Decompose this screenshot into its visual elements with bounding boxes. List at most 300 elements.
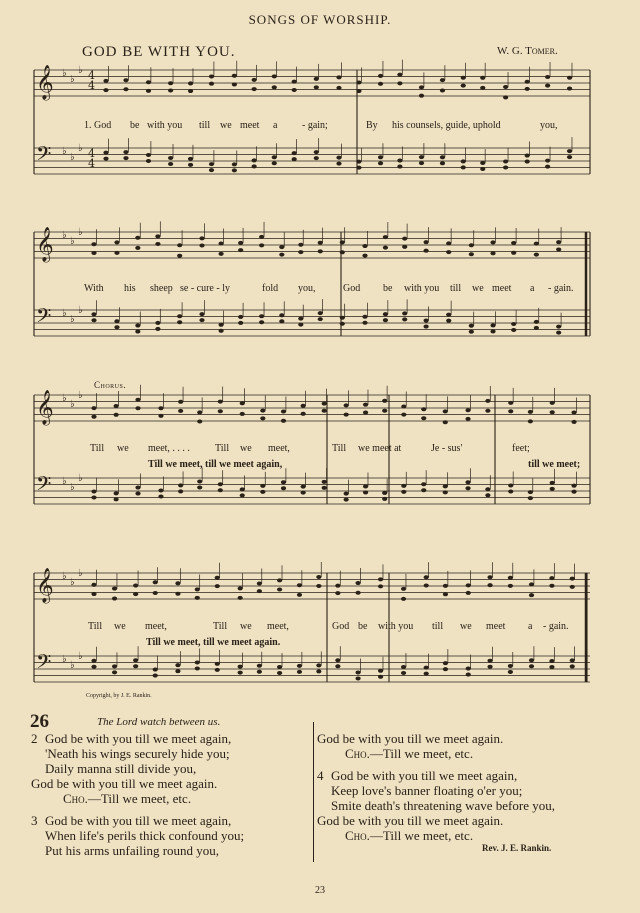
note-head — [272, 161, 277, 165]
note-head — [567, 76, 572, 80]
note-head — [466, 667, 471, 671]
lyric-alto: till we meet; — [528, 459, 581, 470]
note-head — [175, 581, 180, 585]
note-head — [335, 591, 340, 595]
lyric-word: meet — [492, 283, 512, 294]
music-glyph: ♭ — [78, 65, 83, 76]
note-head — [508, 584, 513, 588]
music-glyph: ♭ — [62, 393, 67, 404]
note-head — [135, 330, 140, 334]
note-head — [112, 597, 117, 601]
note-head — [490, 240, 495, 244]
note-head — [133, 592, 138, 596]
note-head — [146, 153, 151, 157]
note-head — [383, 246, 388, 250]
note-head — [197, 410, 202, 414]
lyric-word: With — [84, 283, 104, 294]
note-head — [272, 85, 277, 89]
note-head — [443, 667, 448, 671]
note-head — [550, 481, 555, 485]
note-head — [177, 254, 182, 258]
note-head — [485, 399, 490, 403]
note-head — [259, 314, 264, 318]
lyric-word: be — [383, 283, 393, 294]
note-head — [292, 80, 297, 84]
note-head — [340, 240, 345, 244]
note-head — [240, 487, 245, 491]
note-head — [257, 664, 262, 668]
note-head — [378, 675, 383, 679]
note-head — [112, 587, 117, 591]
copyright-notice: Copyright, by J. E. Rankin. — [86, 693, 152, 699]
note-head — [440, 78, 445, 82]
music-glyph: ♭ — [78, 305, 83, 316]
note-head — [197, 485, 202, 489]
note-head — [356, 166, 361, 170]
note-head — [279, 253, 284, 257]
lyric-word: fold — [262, 283, 279, 294]
note-head — [549, 659, 554, 663]
note-head — [178, 483, 183, 487]
note-head — [424, 584, 429, 588]
note-head — [259, 320, 264, 324]
note-head — [259, 235, 264, 239]
note-head — [277, 578, 282, 582]
lyric-word: sheep — [150, 283, 173, 294]
note-head — [382, 399, 387, 403]
note-head — [322, 402, 327, 406]
note-head — [197, 419, 202, 423]
music-glyph: 4 — [88, 69, 95, 82]
note-head — [446, 319, 451, 323]
note-head — [487, 665, 492, 669]
note-head — [363, 403, 368, 407]
note-head — [344, 413, 349, 417]
note-head — [91, 496, 96, 500]
note-head — [277, 587, 282, 591]
music-glyph: 4 — [88, 157, 95, 170]
note-head — [168, 156, 173, 160]
note-head — [281, 486, 286, 490]
note-head — [238, 671, 243, 675]
note-head — [549, 576, 554, 580]
music-glyph: ♭ — [62, 146, 67, 157]
note-head — [424, 249, 429, 253]
note-head — [446, 250, 451, 254]
note-head — [401, 597, 406, 601]
note-head — [218, 252, 223, 256]
note-head — [525, 160, 530, 164]
note-head — [419, 85, 424, 89]
note-head — [199, 312, 204, 316]
note-head — [469, 324, 474, 328]
note-head — [252, 78, 257, 82]
verse-line: God be with you till we meet again. — [31, 776, 218, 791]
note-head — [279, 319, 284, 323]
note-head — [508, 670, 513, 674]
note-head — [424, 240, 429, 244]
note-head — [188, 163, 193, 167]
note-head — [545, 159, 550, 163]
note-head — [469, 252, 474, 256]
note-head — [402, 311, 407, 315]
note-head — [301, 412, 306, 416]
note-head — [177, 314, 182, 318]
note-head — [279, 245, 284, 249]
note-head — [91, 659, 96, 663]
note-head — [469, 330, 474, 334]
note-head — [322, 480, 327, 484]
note-head — [528, 490, 533, 494]
note-head — [91, 490, 96, 494]
verse-4 — [317, 768, 617, 843]
lyric-word: meet — [486, 621, 506, 632]
note-head — [529, 593, 534, 597]
note-head — [238, 665, 243, 669]
note-head — [571, 490, 576, 494]
verse-line: When life's perils thick confound you; — [45, 828, 245, 843]
note-head — [158, 406, 163, 410]
note-head — [571, 484, 576, 488]
note-head — [153, 674, 158, 678]
music-glyph: 𝄢 — [36, 142, 52, 170]
verse-line: God be with you till we meet again, — [45, 731, 232, 746]
note-head — [218, 409, 223, 413]
note-head — [503, 85, 508, 89]
note-head — [240, 401, 245, 405]
note-head — [252, 87, 257, 91]
note-head — [461, 159, 466, 163]
note-head — [382, 491, 387, 495]
lyric-word: be — [130, 120, 140, 131]
note-head — [490, 251, 495, 255]
music-glyph: 𝄞 — [36, 568, 54, 603]
note-head — [199, 236, 204, 240]
note-head — [281, 419, 286, 423]
note-head — [340, 250, 345, 254]
note-head — [424, 666, 429, 670]
note-head — [336, 86, 341, 90]
note-head — [336, 162, 341, 166]
music-glyph: ♭ — [78, 227, 83, 238]
note-head — [356, 80, 361, 84]
note-head — [114, 497, 119, 501]
note-head — [571, 420, 576, 424]
music-glyph: 𝄞 — [36, 65, 54, 100]
note-head — [199, 318, 204, 322]
lyric-word: meet — [240, 120, 260, 131]
note-head — [215, 576, 220, 580]
note-head — [314, 85, 319, 89]
lyric-word: with you — [378, 621, 414, 632]
verse-number: 4 — [317, 768, 324, 783]
note-head — [260, 490, 265, 494]
note-head — [114, 413, 119, 417]
music-glyph: ♭ — [70, 236, 75, 247]
note-head — [292, 157, 297, 161]
lyric-word: you, — [298, 283, 316, 294]
lyric-word: his — [124, 283, 136, 294]
lyric-word: God — [343, 283, 361, 294]
verse-number: 2 — [31, 731, 38, 746]
note-head — [232, 168, 237, 172]
note-head — [363, 411, 368, 415]
note-head — [114, 325, 119, 329]
note-head — [469, 243, 474, 247]
lyric-word: we — [460, 621, 472, 632]
note-head — [318, 311, 323, 315]
lyric-word: with you — [147, 120, 183, 131]
note-head — [218, 400, 223, 404]
note-head — [298, 243, 303, 247]
lyric-word: God — [332, 621, 350, 632]
note-head — [340, 316, 345, 320]
lyric-word: you, — [540, 120, 558, 131]
note-head — [378, 161, 383, 165]
note-head — [487, 583, 492, 587]
lyric-word: a — [530, 283, 535, 294]
note-head — [355, 581, 360, 585]
note-head — [209, 82, 214, 86]
note-head — [175, 669, 180, 673]
lyric-word: - gain. — [543, 621, 569, 632]
note-head — [421, 416, 426, 420]
note-head — [260, 484, 265, 488]
note-head — [461, 76, 466, 80]
note-head — [218, 329, 223, 333]
note-head — [292, 88, 297, 92]
note-head — [440, 155, 445, 159]
note-head — [112, 670, 117, 674]
music-glyph: ♭ — [70, 314, 75, 325]
composer: W. G. Tomer. — [497, 45, 558, 57]
note-head — [123, 156, 128, 160]
lyric-alto: Till we meet, till we meet again, — [148, 459, 283, 470]
note-head — [362, 321, 367, 325]
chorus-ref-label: Cho. — [345, 828, 370, 843]
lyric-word: a — [273, 120, 278, 131]
note-head — [135, 398, 140, 402]
note-head — [168, 89, 173, 93]
note-head — [197, 479, 202, 483]
note-head — [336, 75, 341, 79]
verse-3-end — [317, 731, 617, 761]
note-head — [318, 249, 323, 253]
note-head — [135, 324, 140, 328]
note-head — [297, 670, 302, 674]
note-head — [146, 159, 151, 163]
note-head — [443, 584, 448, 588]
note-head — [525, 87, 530, 91]
note-head — [344, 498, 349, 502]
note-head — [362, 244, 367, 248]
note-head — [508, 489, 513, 493]
note-head — [440, 161, 445, 165]
note-head — [158, 488, 163, 492]
chorus-ref: —Till we meet, etc. — [369, 746, 474, 761]
music-glyph: 4 — [88, 147, 95, 160]
note-head — [443, 420, 448, 424]
note-head — [356, 160, 361, 164]
note-head — [314, 77, 319, 81]
note-head — [155, 327, 160, 331]
note-head — [401, 405, 406, 409]
lyric-word: be — [358, 621, 368, 632]
note-head — [511, 328, 516, 332]
note-head — [168, 81, 173, 85]
note-head — [383, 235, 388, 239]
note-head — [279, 313, 284, 317]
note-head — [218, 482, 223, 486]
note-head — [570, 585, 575, 589]
note-head — [158, 494, 163, 498]
note-head — [155, 321, 160, 325]
music-glyph: ♭ — [62, 654, 67, 665]
note-head — [218, 242, 223, 246]
column-divider — [313, 722, 314, 862]
note-head — [316, 669, 321, 673]
lyric-word: By — [366, 120, 378, 131]
note-head — [528, 496, 533, 500]
music-glyph: 𝄞 — [36, 390, 54, 425]
note-head — [314, 156, 319, 160]
note-head — [421, 407, 426, 411]
note-head — [281, 480, 286, 484]
note-head — [567, 155, 572, 159]
hymn-subtitle: The Lord watch between us. — [97, 716, 221, 728]
note-head — [316, 584, 321, 588]
note-head — [188, 157, 193, 161]
note-head — [446, 313, 451, 317]
lyric-word: with you — [404, 283, 440, 294]
note-head — [158, 414, 163, 418]
lyric-word: - gain. — [548, 283, 574, 294]
note-head — [556, 325, 561, 329]
verse-line: Keep love's banner floating o'er you; — [331, 783, 523, 798]
note-head — [238, 241, 243, 245]
lyric-word: we — [240, 621, 252, 632]
note-head — [168, 162, 173, 166]
note-head — [135, 246, 140, 250]
note-head — [199, 244, 204, 248]
lyric-word: Till — [213, 621, 228, 632]
note-head — [465, 417, 470, 421]
note-head — [91, 318, 96, 322]
note-head — [301, 491, 306, 495]
note-head — [209, 74, 214, 78]
note-head — [91, 583, 96, 587]
note-head — [529, 582, 534, 586]
note-head — [135, 486, 140, 490]
note-head — [123, 78, 128, 82]
note-head — [401, 490, 406, 494]
note-head — [133, 658, 138, 662]
verse-line: Daily manna still divide you, — [45, 761, 197, 776]
chorus-ref-label: Cho. — [63, 791, 88, 806]
note-head — [508, 664, 513, 668]
music-glyph: 𝄢 — [36, 650, 52, 678]
note-head — [508, 409, 513, 413]
note-head — [397, 81, 402, 85]
note-head — [363, 490, 368, 494]
note-head — [382, 409, 387, 413]
note-head — [238, 596, 243, 600]
note-head — [485, 409, 490, 413]
note-head — [503, 159, 508, 163]
note-head — [549, 665, 554, 669]
note-head — [528, 419, 533, 423]
verse-number: 3 — [31, 813, 38, 828]
note-head — [378, 584, 383, 588]
note-head — [461, 84, 466, 88]
note-head — [316, 663, 321, 667]
note-head — [529, 664, 534, 668]
note-head — [402, 317, 407, 321]
verse-line: God be with you till we meet again. — [317, 731, 504, 746]
note-head — [401, 671, 406, 675]
note-head — [466, 583, 471, 587]
note-head — [424, 325, 429, 329]
lyric-word: we — [240, 443, 252, 454]
note-head — [550, 410, 555, 414]
note-head — [153, 591, 158, 595]
note-head — [335, 658, 340, 662]
note-head — [503, 95, 508, 99]
lyric-word: Till — [90, 443, 105, 454]
note-head — [397, 165, 402, 169]
page-number: 23 — [315, 885, 325, 896]
note-head — [443, 592, 448, 596]
note-head — [195, 666, 200, 670]
note-head — [534, 320, 539, 324]
note-head — [301, 485, 306, 489]
note-head — [91, 312, 96, 316]
note-head — [567, 149, 572, 153]
verses-left-column — [31, 731, 309, 858]
music-glyph: ♭ — [70, 577, 75, 588]
note-head — [446, 241, 451, 245]
note-head — [534, 326, 539, 330]
note-head — [135, 236, 140, 240]
author-credit: Rev. J. E. Rankin. — [482, 843, 552, 853]
lyric-word: feet; — [512, 443, 530, 454]
note-head — [133, 664, 138, 668]
note-head — [257, 670, 262, 674]
note-head — [195, 587, 200, 591]
music-glyph: ♭ — [62, 571, 67, 582]
note-head — [215, 662, 220, 666]
music-glyph: ♭ — [78, 143, 83, 154]
lyric-word: his counsels, guide, uphold — [392, 120, 501, 131]
music-glyph: ♭ — [70, 399, 75, 410]
note-head — [175, 592, 180, 596]
note-head — [297, 593, 302, 597]
note-head — [534, 242, 539, 246]
note-head — [440, 88, 445, 92]
note-head — [443, 484, 448, 488]
note-head — [490, 323, 495, 327]
music-glyph: ♭ — [70, 482, 75, 493]
note-head — [529, 658, 534, 662]
note-head — [209, 168, 214, 172]
note-head — [545, 75, 550, 79]
note-head — [114, 251, 119, 255]
note-head — [487, 575, 492, 579]
note-head — [135, 492, 140, 496]
hymn-number: 26 — [30, 711, 49, 732]
note-head — [378, 155, 383, 159]
note-head — [112, 664, 117, 668]
